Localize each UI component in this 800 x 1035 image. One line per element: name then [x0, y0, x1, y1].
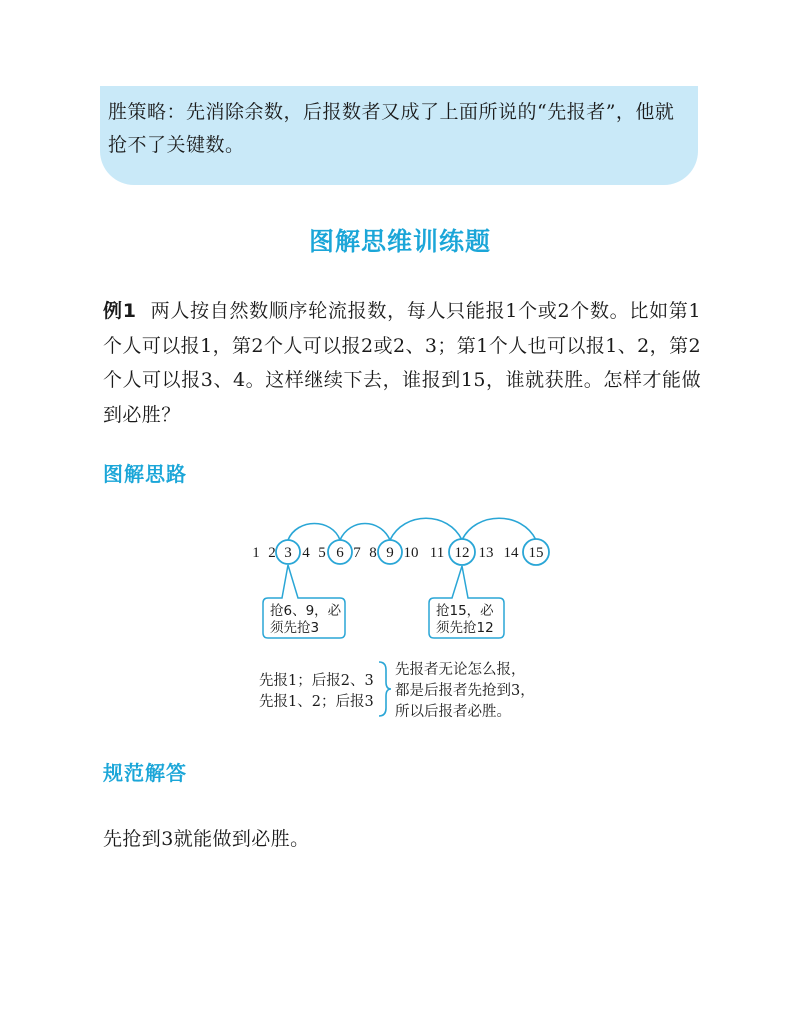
callout-left-line1: 抢6、9，必: [270, 603, 342, 619]
callout-right-line1: 抢15，必: [436, 603, 494, 619]
example-label: 例1: [103, 300, 137, 322]
number-9: 9: [386, 545, 394, 561]
callout-left-line2: 须先抢3: [270, 620, 320, 636]
tip-text: 胜策略：先消除余数，后报数者又成了上面所说的“先报者”，他就抢不了关键数。: [108, 101, 675, 156]
number-15: 15: [528, 545, 544, 561]
example-text: 两人按自然数顺序轮流报数，每人只能报1个或2个数。比如第1个人可以报1，第2个人可以报2或2、3；第1个人也可以报1、2，第2个人可以报3、4。这样继续下去，谁报到15，谁就获胜。怎样才能做到必胜？: [103, 300, 701, 426]
number-6: 6: [336, 545, 344, 561]
number-2: 2: [268, 545, 276, 561]
case-2: 先报1、2；后报3: [259, 694, 374, 710]
conclusion-line1: 先报者无论怎么报，: [395, 662, 526, 678]
conclusion-line2: 都是后报者先抢到3，: [395, 683, 535, 699]
number-1: 1: [252, 545, 260, 561]
number-4: 4: [302, 545, 310, 561]
callout-right-line2: 须先抢12: [436, 620, 494, 636]
number-11: 11: [429, 545, 445, 561]
answer-text: 先抢到3就能做到必胜。: [103, 828, 310, 850]
diagram-heading: 图解思路: [103, 462, 187, 486]
number-3: 3: [284, 545, 292, 561]
number-5: 5: [318, 545, 326, 561]
conclusion-line3: 所以后报者必胜。: [395, 704, 511, 720]
solution-heading: 规范解答: [103, 761, 187, 785]
arc-12-15: [462, 518, 536, 540]
arc-9-12: [390, 518, 462, 540]
curly-brace: [379, 662, 391, 716]
arc-6-9: [340, 524, 390, 541]
number-8: 8: [369, 545, 377, 561]
number-10: 10: [403, 545, 419, 561]
number-14: 14: [503, 545, 519, 561]
arc-3-6: [288, 524, 340, 541]
case-1: 先报1；后报2、3: [259, 673, 374, 689]
number-7: 7: [353, 545, 361, 561]
section-title: 图解思维训练题: [308, 227, 491, 256]
number-13: 13: [478, 545, 494, 561]
number-12: 12: [454, 545, 470, 561]
